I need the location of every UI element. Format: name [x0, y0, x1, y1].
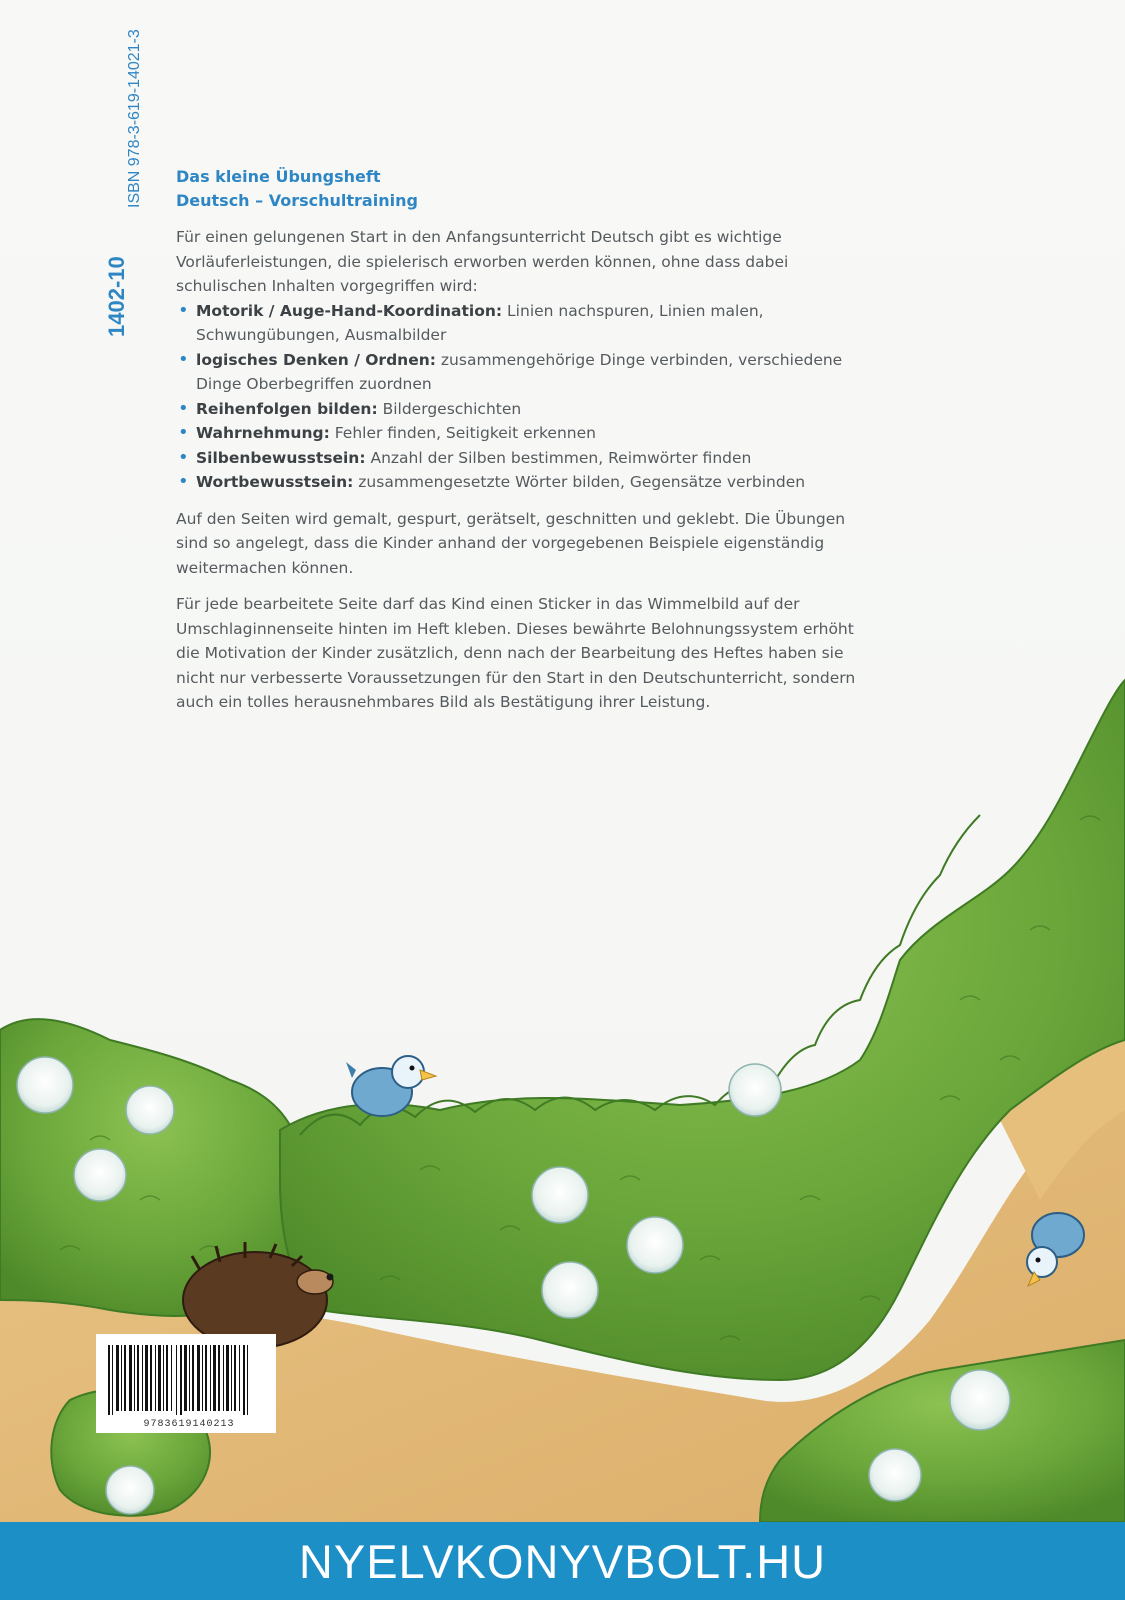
- banner-text: NYELVKONYVBOLT.HU: [298, 1535, 827, 1588]
- feature-desc: zusammengehörige Dinge verbinden, verschiedene Dinge Oberbegriffen zuordnen: [196, 350, 843, 393]
- title-line-1: Das kleine Übungsheft: [176, 167, 381, 186]
- activities-paragraph: Auf den Seiten wird gemalt, gespurt, gerätselt, geschnitten und geklebt. Die Übungen sind so angelegt, dass die Kinder anhand der vorgegebenen Beispiele eigenständig weitermachen können.: [176, 509, 846, 577]
- feature-desc: Fehler finden, Seitigkeit erkennen: [334, 424, 596, 442]
- barcode-bars: [108, 1345, 248, 1415]
- feature-desc: Linien nachspuren, Linien malen, Schwungübungen, Ausmalbilder: [196, 301, 764, 344]
- feature-term: Motorik / Auge-Hand-Koordination:: [196, 301, 503, 320]
- feature-term: Silbenbewusstsein:: [196, 448, 366, 467]
- feature-term: Wahrnehmung:: [196, 424, 330, 442]
- intro-paragraph: Für einen gelungenen Start in den Anfangsunterricht Deutsch gibt es wichtige Vorläuferleistungen, die spielerisch erworben werden können, ohne dass dabei schulischen Inhalten vorgegriffen wird:: [176, 228, 789, 295]
- title-line-2: Deutsch – Vorschultraining: [176, 191, 418, 210]
- feature-term: Reihenfolgen bilden:: [196, 399, 378, 418]
- barcode-number: 9783619140213: [143, 1419, 235, 1430]
- isbn-text: ISBN 978-3-619-14021-3: [126, 29, 143, 208]
- product-code: 1402-10: [104, 256, 129, 337]
- feature-desc: Anzahl der Silben bestimmen, Reimwörter finden: [370, 448, 752, 467]
- reward-paragraph: Für jede bearbeitete Seite darf das Kind einen Sticker in das Wimmelbild auf der Umschlaginnenseite hinten im Heft kleben. Dieses bewährte Belohnungssystem erhöht die Motivation der Kinder zusätzlich, denn nach der Bearbeitung des Heftes haben sie nicht nur verbesserte Voraussetzungen für den Start in den Deutschunterricht, sondern auch ein tolles herausnehmbares Bild als Bestätigung ihrer Leistung.: [176, 595, 856, 711]
- feature-desc: zusammengesetzte Wörter bilden, Gegensätze verbinden: [358, 473, 806, 491]
- footer-banner: [0, 1522, 1125, 1600]
- feature-desc: Bildergeschichten: [382, 399, 522, 418]
- feature-term: logisches Denken / Ordnen:: [196, 350, 436, 369]
- feature-term: Wortbewusstsein:: [196, 473, 354, 491]
